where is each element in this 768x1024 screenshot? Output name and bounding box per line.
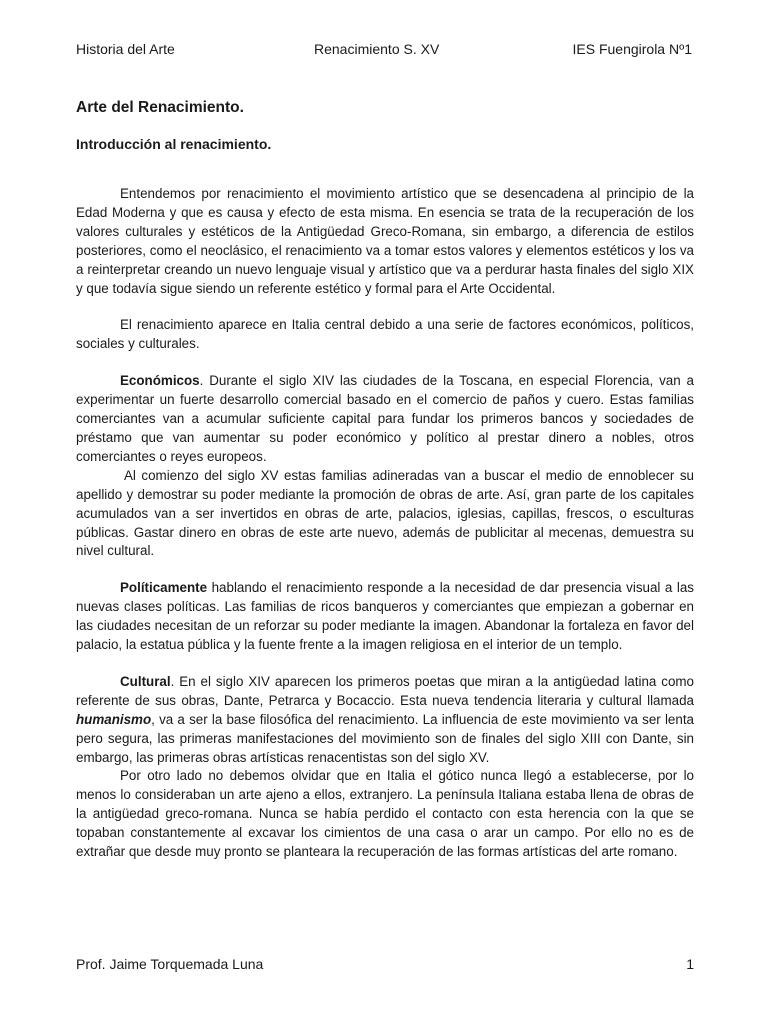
header-course: Historia del Arte <box>76 41 175 57</box>
cultural-text-b: , va a ser la base filosófica del renacimiento. La influencia de este movimiento va ser lenta pero segura, las primeras manifestaciones del movimiento son de finales del siglo XIII con Dante, sin embargo, las primeras obras artísticas renacentistas son del siglo XV. <box>76 711 694 765</box>
paragraph-political <box>76 579 694 655</box>
paragraph-economic <box>76 372 694 467</box>
economic-label: Económicos <box>120 373 200 389</box>
economic-text: . Durante el siglo XIV las ciudades de la Toscana, en especial Florencia, van a experimentar un fuerte desarrollo comercial basado en el comercio de paños y cuero. Estas familias comerciantes van a acumular suficiente capital para fundar los primeros bancos y sociedades de préstamo que van aumentar su poder económico y político al prestar dinero a nobles, otros comerciantes o reyes europeos. <box>76 373 694 464</box>
document-title: Arte del Renacimiento. <box>76 99 244 116</box>
document-body <box>76 185 694 862</box>
political-text: hablando el renacimiento responde a la necesidad de dar presencia visual a las nuevas clases políticas. Las familias de ricos banqueros y comerciantes que empiezan a gobernar en las ciudades necesitan de un reforzar su poder mediante la imagen. Abandonar la fortaleza en favor del palacio, la estatua pública y la fuente frente a la imagen religiosa en el interior de un templo. <box>76 580 694 653</box>
footer-author: Prof. Jaime Torquemada Luna <box>76 956 264 972</box>
page-footer <box>76 956 694 976</box>
paragraph-factors: El renacimiento aparece en Italia central debido a una serie de factores económicos, políticos, sociales y culturales. <box>76 317 694 352</box>
header-school: IES Fuengirola Nº1 <box>572 41 692 57</box>
paragraph-patronage: Al comienzo del siglo XV estas familias adineradas van a buscar el medio de ennoblecer su apellido y demostrar su poder mediante la promoción de obras de arte. Así, gran parte de los capitales acumulados van a ser invertidos en obras de arte, palacios, iglesias, capillas, frescos, o esculturas públicas. Gastar dinero en obras de este arte nuevo, además de publicitar al mecenas, demuestra su nivel cultural. <box>76 467 694 559</box>
cultural-label: Cultural <box>120 673 171 689</box>
page-header <box>76 41 692 61</box>
paragraph-gothic: Por otro lado no debemos olvidar que en Italia el gótico nunca llegó a establecerse, por lo menos lo consideraban un arte ajeno a ellos, extranjero. La península Italiana estaba llena de obras de la antigüedad greco-romana. Nunca se había perdido el contacto con esta herencia con la que se topaban constantemente al excavar los cimientos de una casa o arar un campo. Por ello no es de extrañar que desde muy pronto se planteara la recuperación de las formas artísticas del arte romano. <box>76 768 694 860</box>
cultural-text-a: . En el siglo XIV aparecen los primeros poetas que miran a la antigüedad latina como referente de sus obras, Dante, Petrarca y Bocaccio. Esta nueva tendencia literaria y cultural llamada <box>76 673 694 708</box>
humanism-term: humanismo <box>76 711 152 727</box>
paragraph-cultural <box>76 673 694 768</box>
header-topic: Renacimiento S. XV <box>314 41 440 57</box>
page-number: 1 <box>686 956 694 972</box>
paragraph-intro: Entendemos por renacimiento el movimiento artístico que se desencadena al principio de la Edad Moderna y que es causa y efecto de esta misma. En esencia se trata de la recuperación de los valores culturales y estéticos de la Antigüedad Greco-Romana, sin embargo, a diferencia de estilos posteriores, como el neoclásico, el renacimiento va a tomar estos valores y elementos estéticos y los va a reinterpretar creando un nuevo lenguaje visual y artístico que va a perdurar hasta finales del siglo XIX y que todavía sigue siendo un referente estético y formal para el Arte Occidental. <box>76 186 694 296</box>
political-label: Políticamente <box>120 580 208 596</box>
section-title: Introducción al renacimiento. <box>76 136 272 152</box>
